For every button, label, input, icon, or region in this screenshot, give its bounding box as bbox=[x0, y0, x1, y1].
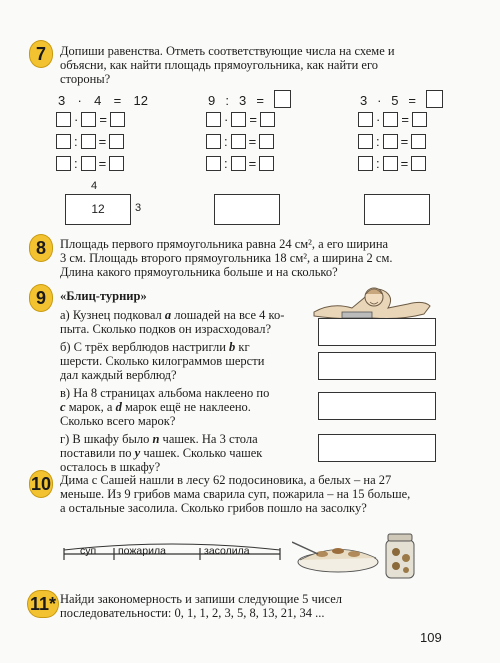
task-8-number-badge: 8 bbox=[29, 234, 53, 262]
blank-box[interactable] bbox=[259, 156, 274, 171]
segment-label-salted: засолила bbox=[204, 545, 250, 557]
task-9d-answer-box[interactable] bbox=[318, 434, 436, 462]
col1-equation bbox=[58, 93, 148, 108]
task-11-line-2: последовательности: 0, 1, 1, 2, 3, 5, 8, 13, 21, 34 ... bbox=[60, 606, 325, 620]
blank-box[interactable] bbox=[56, 134, 71, 149]
col2-blank-rows bbox=[206, 112, 296, 171]
blank-box[interactable] bbox=[383, 134, 398, 149]
task-9b-text-2: кг bbox=[235, 340, 250, 354]
op-eq: = bbox=[98, 156, 107, 171]
op-colon: : bbox=[74, 156, 78, 171]
blank-box[interactable] bbox=[358, 156, 373, 171]
op-dot: · bbox=[74, 112, 79, 127]
task-8-line-1: Площадь первого прямоугольника равна 24 см², а его ширина bbox=[60, 237, 389, 251]
col1-blank-rows bbox=[56, 112, 146, 171]
op-eq: = bbox=[248, 134, 257, 149]
col2-eq: = bbox=[256, 93, 264, 108]
blank-box[interactable] bbox=[411, 156, 426, 171]
task-9d-text-1: г) В шкафу было bbox=[60, 432, 153, 446]
task-9d-text-3: поставили по bbox=[60, 446, 135, 460]
col1-a: 3 bbox=[58, 93, 66, 108]
segment-label-fried: пожарила bbox=[118, 545, 166, 557]
col1-c: 12 bbox=[133, 93, 148, 108]
task-10-number-badge: 10 bbox=[29, 470, 53, 498]
blank-row bbox=[206, 134, 296, 149]
op-eq: = bbox=[248, 156, 257, 171]
blank-box[interactable] bbox=[109, 156, 124, 171]
task-9a bbox=[60, 308, 310, 336]
segment-label-soup: суп bbox=[80, 545, 97, 557]
blank-box[interactable] bbox=[109, 134, 124, 149]
blank-row bbox=[358, 156, 448, 171]
blank-box[interactable] bbox=[231, 112, 246, 127]
rect1-side-label: 3 bbox=[135, 202, 142, 214]
col3-b: 5 bbox=[391, 93, 399, 108]
rect1-top-label: 4 bbox=[91, 180, 98, 192]
task-9a-text-2: лошадей на все 4 ко- bbox=[171, 308, 285, 322]
op-colon: : bbox=[74, 134, 78, 149]
task-9b-text-1: б) С трёх верблюдов настригли bbox=[60, 340, 230, 354]
task-9-title: «Блиц-турнир» bbox=[60, 289, 147, 303]
blank-box[interactable] bbox=[411, 134, 426, 149]
task-11-text bbox=[60, 592, 480, 620]
blank-row bbox=[56, 156, 146, 171]
task-9d-text-5: осталось в шкафу? bbox=[60, 460, 161, 474]
task-9c-answer-box[interactable] bbox=[318, 392, 436, 420]
blank-box[interactable] bbox=[206, 134, 221, 149]
task-9d-text-4: чашек. Сколько чашек bbox=[140, 446, 263, 460]
blank-row bbox=[56, 134, 146, 149]
blank-row bbox=[56, 112, 146, 127]
task-9a-answer-box[interactable] bbox=[318, 318, 436, 346]
task-9c bbox=[60, 386, 310, 428]
task-10-text bbox=[60, 473, 480, 515]
col3-eq: = bbox=[408, 93, 416, 108]
op-eq: = bbox=[400, 156, 409, 171]
task-9b-variable: b bbox=[229, 340, 236, 354]
rect1-diagram: 12 bbox=[65, 194, 131, 225]
blank-box[interactable] bbox=[231, 156, 246, 171]
task-9a-text-1: а) Кузнец подковал bbox=[60, 308, 165, 322]
col1-eq: = bbox=[113, 93, 122, 108]
blank-box[interactable] bbox=[81, 156, 96, 171]
task-9b bbox=[60, 340, 310, 382]
task-8-line-2: 3 см. Площадь второго прямоугольника 18 см², а ширина 2 см. bbox=[60, 251, 393, 265]
task-10-line-1: Дима с Сашей нашли в лесу 62 подосиновика, а белых – на 27 bbox=[60, 473, 392, 487]
page-number: 109 bbox=[420, 630, 442, 645]
blank-box[interactable] bbox=[259, 134, 274, 149]
col2-answer-box[interactable] bbox=[274, 90, 291, 108]
task-9c-variable: c bbox=[60, 400, 66, 414]
task-11-number-badge: 11* bbox=[27, 590, 59, 618]
task-9c-text-4: Сколько всего марок? bbox=[60, 414, 176, 428]
task-7-line-2: объясни, как найти площадь прямоугольника, как найти его bbox=[60, 58, 379, 72]
blacksmith-illustration bbox=[312, 280, 432, 322]
op-eq: = bbox=[98, 134, 107, 149]
blank-row bbox=[206, 112, 296, 127]
op-eq: = bbox=[99, 112, 107, 127]
op-colon: : bbox=[376, 156, 380, 171]
col2-equation bbox=[208, 93, 264, 108]
op-colon: : bbox=[224, 134, 228, 149]
op-dot: · bbox=[376, 112, 381, 127]
op-colon: : bbox=[376, 134, 380, 149]
op-eq: = bbox=[400, 134, 409, 149]
blank-box[interactable] bbox=[110, 112, 125, 127]
task-9d bbox=[60, 432, 310, 474]
task-9d-text-2: чашек. На 3 стола bbox=[159, 432, 258, 446]
col2-a: 9 bbox=[208, 93, 216, 108]
blank-box[interactable] bbox=[56, 112, 71, 127]
task-10-line-3: а остальные засолила. Сколько грибов пошло на засолку? bbox=[60, 501, 367, 515]
task-9-number-badge: 9 bbox=[29, 284, 53, 312]
col2-op: : bbox=[225, 93, 229, 108]
mushroom-jar-illustration bbox=[292, 520, 428, 582]
task-9c-variable-2: d bbox=[115, 400, 122, 414]
blank-box[interactable] bbox=[56, 156, 71, 171]
task-9c-text-2: марок, а bbox=[65, 400, 116, 414]
task-9a-variable: a bbox=[164, 308, 172, 322]
blank-box[interactable] bbox=[206, 156, 221, 171]
blank-box[interactable] bbox=[206, 112, 221, 127]
task-11-line-1: Найди закономерность и запиши следующие 5 чисел bbox=[60, 592, 343, 606]
task-9c-text-3: марок ещё не наклеено. bbox=[121, 400, 251, 414]
task-9d-variable-2: y bbox=[134, 446, 141, 460]
col3-answer-box[interactable] bbox=[426, 90, 443, 108]
col3-equation bbox=[360, 93, 416, 108]
task-9c-text-1: в) На 8 страницах альбома наклеено по bbox=[60, 386, 270, 400]
op-eq: = bbox=[249, 112, 257, 127]
col3-a: 3 bbox=[360, 93, 368, 108]
op-eq: = bbox=[401, 112, 409, 127]
blank-box[interactable] bbox=[412, 112, 427, 127]
task-8-text bbox=[60, 237, 480, 279]
blank-row bbox=[358, 134, 448, 149]
blank-box[interactable] bbox=[260, 112, 275, 127]
task-9b-text-3: шерсти. Сколько килограммов шерсти bbox=[60, 354, 265, 368]
op-dot: · bbox=[224, 112, 229, 127]
op-colon: : bbox=[224, 156, 228, 171]
col3-op: · bbox=[377, 93, 382, 108]
blank-box[interactable] bbox=[383, 156, 398, 171]
task-8-line-3: Длина какого прямоугольника больше и на сколько? bbox=[60, 265, 338, 279]
task-7-text bbox=[60, 44, 480, 86]
rect3-diagram[interactable] bbox=[364, 194, 430, 225]
col1-b: 4 bbox=[94, 93, 102, 108]
task-9a-text-3: пыта. Сколько подков он израсходовал? bbox=[60, 322, 272, 336]
col3-blank-rows bbox=[358, 112, 448, 171]
blank-box[interactable] bbox=[358, 112, 373, 127]
task-7-number-badge: 7 bbox=[29, 40, 53, 68]
task-10-line-2: меньше. Из 9 грибов мама сварила суп, пожарила – на 15 больше, bbox=[60, 487, 411, 501]
rect2-diagram[interactable] bbox=[214, 194, 280, 225]
blank-row bbox=[206, 156, 296, 171]
col1-op: · bbox=[77, 93, 82, 108]
blank-box[interactable] bbox=[81, 112, 96, 127]
blank-box[interactable] bbox=[383, 112, 398, 127]
blank-box[interactable] bbox=[358, 134, 373, 149]
task-9d-variable: n bbox=[152, 432, 160, 446]
blank-row bbox=[358, 112, 448, 127]
blank-box[interactable] bbox=[231, 134, 246, 149]
task-9b-answer-box[interactable] bbox=[318, 352, 436, 380]
task-9b-text-4: дал каждый верблюд? bbox=[60, 368, 177, 382]
task-9-items bbox=[60, 308, 310, 474]
task-7-line-1: Допиши равенства. Отметь соответствующие числа на схеме и bbox=[60, 44, 395, 58]
task-7-line-3: стороны? bbox=[60, 72, 111, 86]
col2-b: 3 bbox=[239, 93, 247, 108]
blank-box[interactable] bbox=[81, 134, 96, 149]
